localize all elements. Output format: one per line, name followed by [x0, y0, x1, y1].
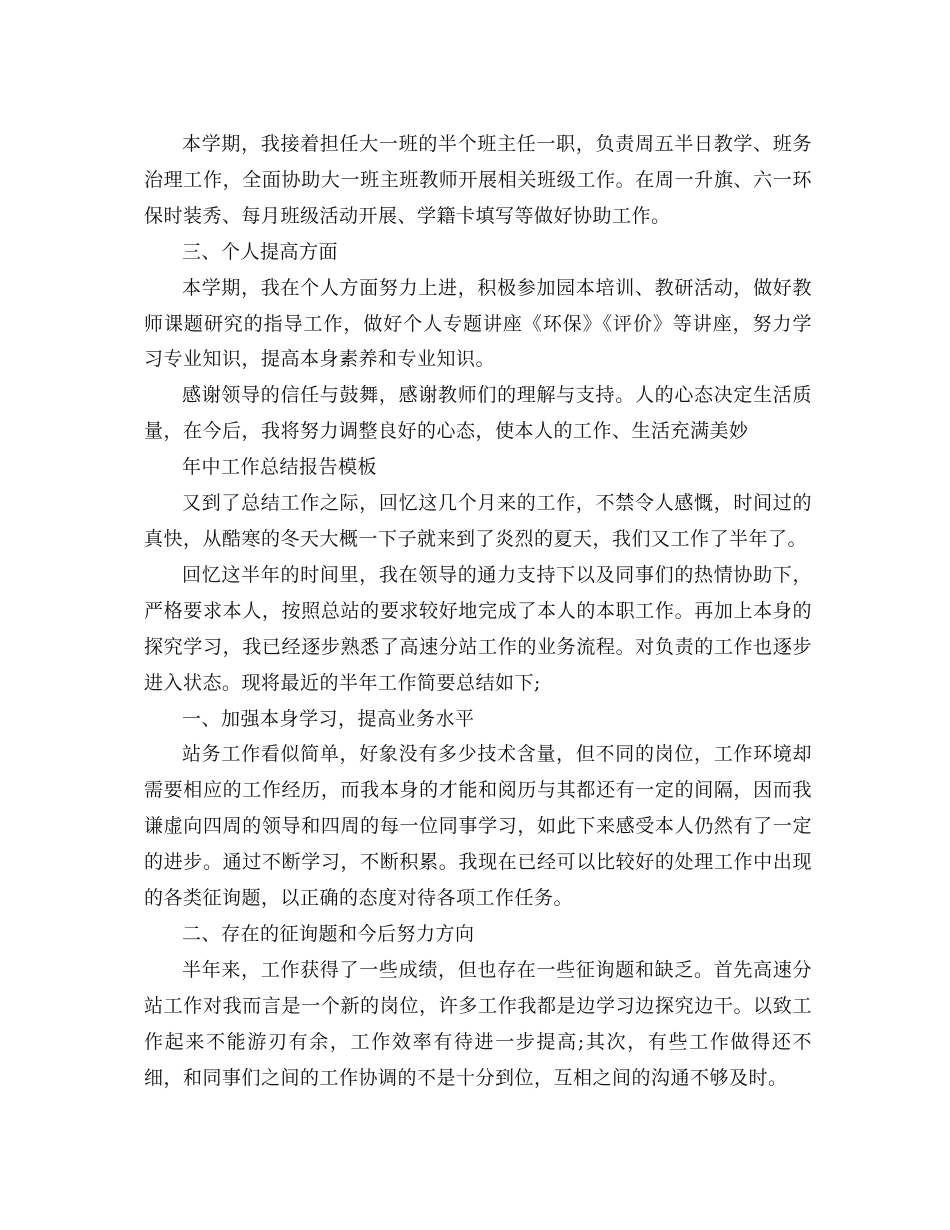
paragraph-intro: 又到了总结工作之际，回忆这几个月来的工作，不禁令人感慨，时间过的真快，从酷寒的冬天大概一下子就来到了炎烈的夏天，我们又工作了半年了。	[144, 492, 812, 550]
document-body	[144, 127, 812, 1096]
paragraph-review: 回忆这半年的时间里，我在领导的通力支持下以及同事们的热情协助下，严格要求本人，按照总站的要求较好地完成了本人的本职工作。再加上本身的探究学习，我已经逐步熟悉了高速分站工作的业务流程。对负责的工作也逐步进入状态。现将最近的半年工作简要总结如下;	[144, 563, 812, 694]
paragraph-thanks: 感谢领导的信任与鼓舞，感谢教师们的理解与支持。人的心态决定生活质量，在今后，我将努力调整良好的心态，使本人的工作、生活充满美妙	[144, 384, 812, 443]
heading-self-study: 一、加强本身学习，提高业务水平	[182, 707, 475, 730]
heading-report-template: 年中工作总结报告模板	[182, 456, 378, 479]
paragraph-class-duties: 本学期，我接着担任大一班的半个班主任一职，负责周五半日教学、班务治理工作，全面协助大一班主班教师开展相关班级工作。在周一升旗、六一环保时装秀、每月班级活动开展、学籍卡填写等做好协助工作。	[144, 133, 812, 227]
heading-problems: 二、存在的征询题和今后努力方向	[182, 922, 475, 945]
paragraph-personal-improvement: 本学期，我在个人方面努力上进，积极参加园本培训、教研活动，做好教师课题研究的指导工作，做好个人专题讲座《环保》《评价》等讲座，努力学习专业知识，提高本身素养和专业知识。	[144, 276, 812, 371]
paragraph-problems: 半年来，工作获得了一些成绩，但也存在一些征询题和缺乏。首先高速分站工作对我而言是一个新的岗位，许多工作我都是边学习边探究边干。以致工作起来不能游刃有余，工作效率有待进一步提高;其次，有些工作做得还不细，和同事们之间的工作协调的不是十分到位，互相之间的沟通不够及时。	[144, 958, 812, 1089]
paragraph-self-study: 站务工作看似简单，好象没有多少技术含量，但不同的岗位，工作环境却需要相应的工作经历，而我本身的才能和阅历与其都还有一定的间隔，因而我谦虚向四周的领导和四周的每一位同事学习，如此下来感受本人仍然有了一定的进步。通过不断学习，不断积累。我现在已经可以比较好的处理工作中出现的各类征询题，以正确的态度对待各项工作任务。	[144, 743, 812, 910]
heading-personal-improvement: 三、个人提高方面	[182, 240, 339, 263]
